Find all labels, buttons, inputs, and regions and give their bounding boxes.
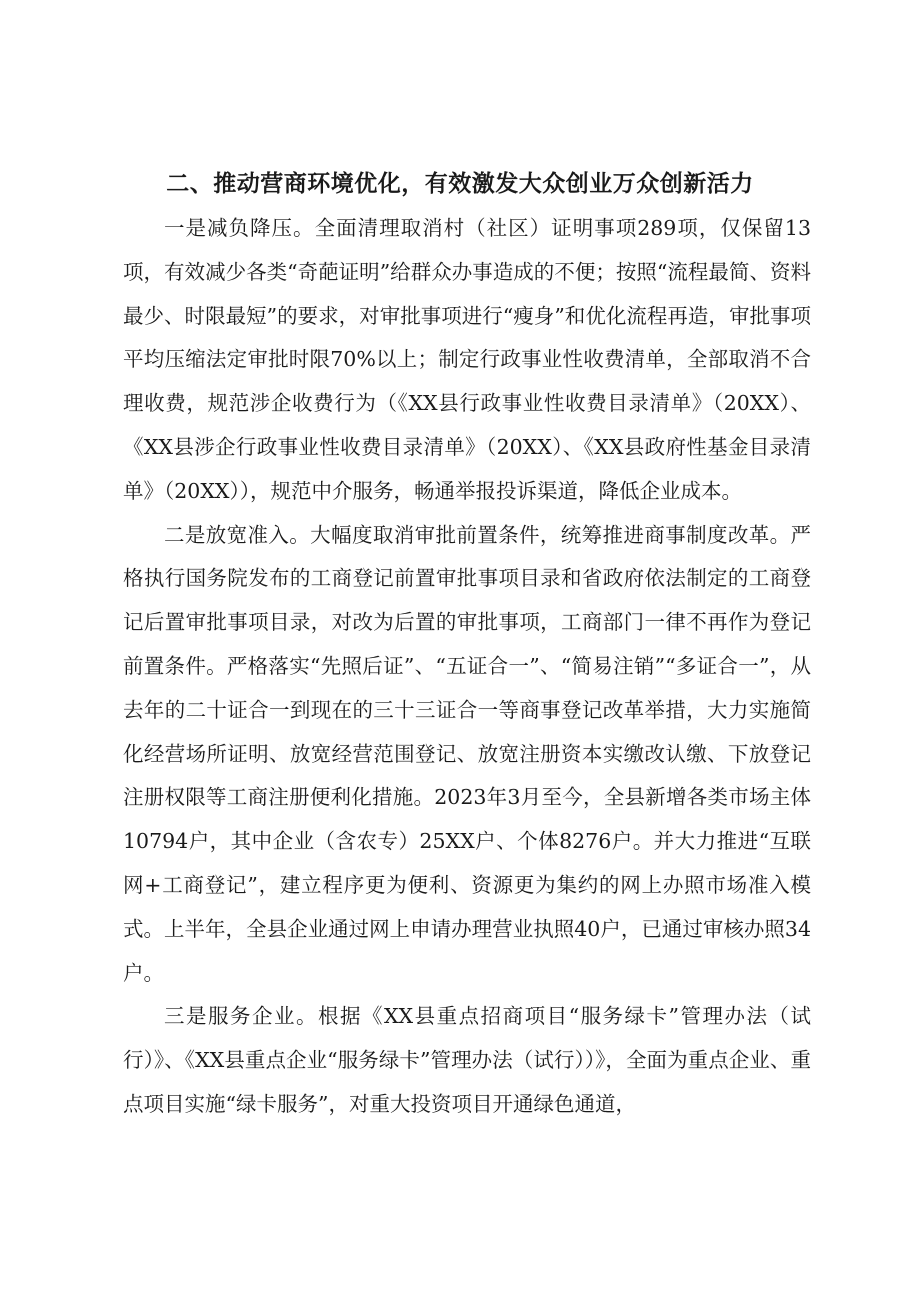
paragraph-reduce-burden: 一是减负降压。全面清理取消村（社区）证明事项289项，仅保留13项，有效减少各类“奇葩证明”给群众办事造成的不便；按照“流程最简、资料最少、时限最短”的要求，对审批事项进行“瘦身”和优化流程再造，审批事项平均压缩法定审批时限70%以上；制定行政事业性收费清单，全部取消不合理收费，规范涉企收费行为（《XX县行政事业性收费目录清单》（20XX）、《XX县涉企行政事业性收费目录清单》（20XX）、《XX县政府性基金目录清单》（20XX）），规范中介服务，畅通举报投诉渠道，降低企业成本。 [123,216,811,503]
paragraph-relax-access: 二是放宽准入。大幅度取消审批前置条件，统筹推进商事制度改革。严格执行国务院发布的工商登记前置审批事项目录和省政府依法制定的工商登记后置审批事项目录，对改为后置的审批事项，工商部门一律不再作为登记前置条件。严格落实“先照后证”、“五证合一”、“简易注销”“多证合一”，从去年的二十证合一到现在的三十三证合一等商事登记改革举措，大力实施简化经营场所证明、放宽经营范围登记、放宽注册资本实缴改认缴、下放登记注册权限等工商注册便利化措施。2023年3月至今，全县新增各类市场主体10794户，其中企业（含农专）25XX户、个体8276户。并大力推进“互联网+工商登记”，建立程序更为便利、资源更为集约的网上办照市场准入模式。上半年，全县企业通过网上申请办理营业执照40户，已通过审核办照34户。 [123,522,811,985]
document-body [123,207,811,1127]
section-heading: 二、推动营商环境优化，有效激发大众创业万众创新活力 [166,171,754,197]
paragraph-serve-enterprises: 三是服务企业。根据《XX县重点招商项目“服务绿卡”管理办法（试行）》、《XX县重点企业“服务绿卡”管理办法（试行））》，全面为重点企业、重点项目实施“绿卡服务”，对重大投资项目开通绿色通道， [123,1004,811,1116]
